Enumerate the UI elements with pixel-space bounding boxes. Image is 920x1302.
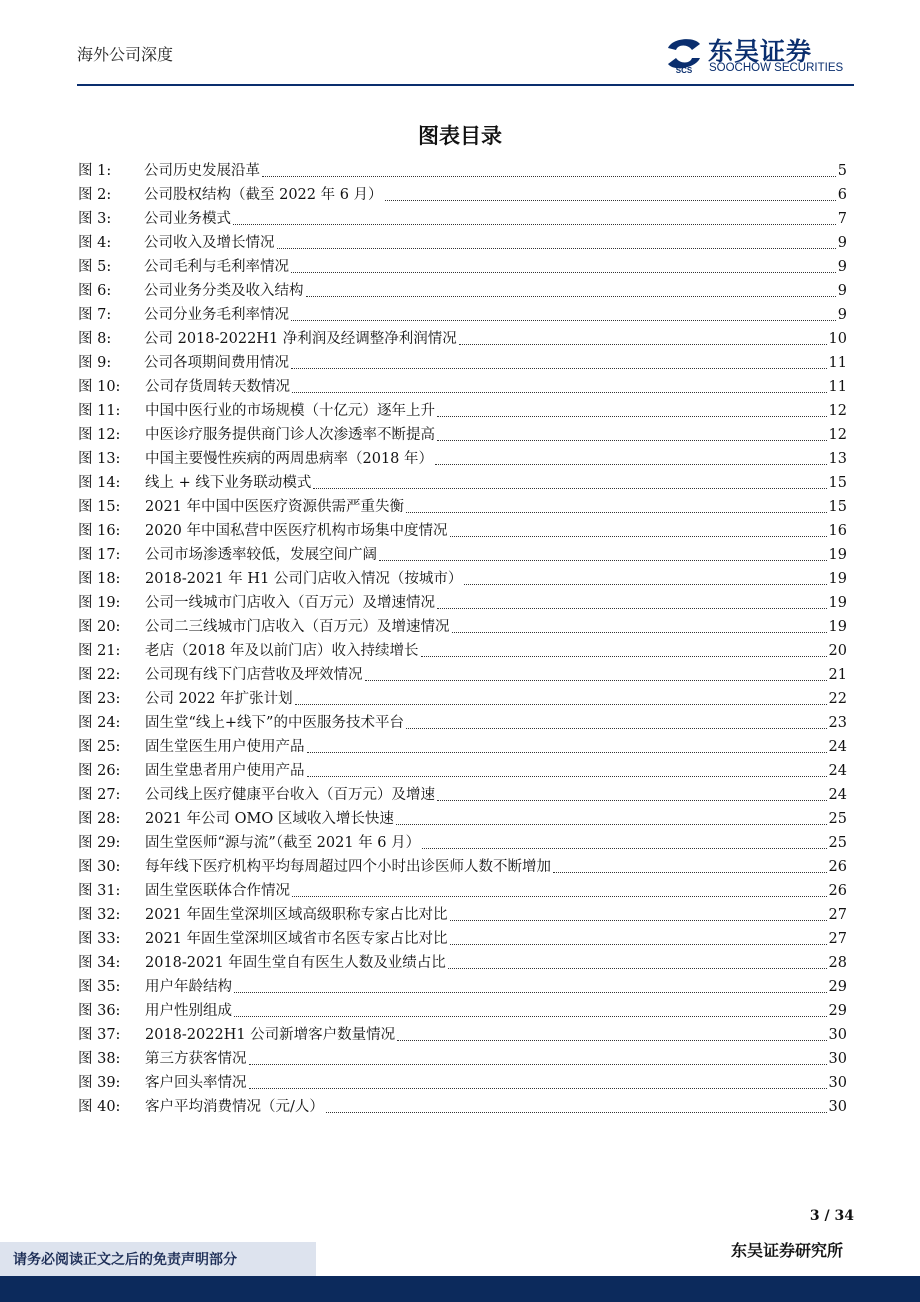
toc-dot-leader bbox=[437, 399, 827, 417]
toc-entry-title[interactable]: 公司线上医疗健康平台收入（百万元）及增速 bbox=[145, 787, 435, 803]
toc-dot-leader bbox=[396, 807, 827, 825]
toc-entry-title[interactable]: 公司现有线下门店营收及坪效情况 bbox=[145, 667, 363, 683]
toc-dot-leader bbox=[459, 327, 827, 345]
toc-entry[interactable] bbox=[78, 783, 847, 807]
toc-entry-number: 图 34: bbox=[78, 955, 121, 971]
toc-entry[interactable] bbox=[78, 255, 847, 279]
toc-dot-leader bbox=[448, 951, 827, 969]
toc-entry-number: 图 39: bbox=[78, 1075, 121, 1091]
toc-entry-title[interactable]: 公司 2018-2022H1 净利润及经调整净利润情况 bbox=[144, 331, 457, 347]
toc-dot-leader bbox=[397, 1023, 826, 1041]
toc-entry-title[interactable]: 用户性别组成 bbox=[145, 1003, 232, 1019]
toc-entry-page[interactable]: 15 bbox=[828, 475, 847, 491]
toc-entry-number: 图 33: bbox=[78, 931, 121, 947]
toc-entry-number: 图 4: bbox=[78, 235, 112, 251]
toc-dot-leader bbox=[553, 855, 827, 873]
toc-entry-number: 图 18: bbox=[78, 571, 121, 587]
toc-entry-title[interactable]: 固生堂医联体合作情况 bbox=[145, 883, 290, 899]
toc-entry-number: 图 13: bbox=[78, 451, 121, 467]
toc-entry-title[interactable]: 2020 年中国私营中医医疗机构市场集中度情况 bbox=[145, 523, 448, 539]
toc-entry-title[interactable]: 公司历史发展沿革 bbox=[144, 163, 260, 179]
toc-dot-leader bbox=[421, 639, 827, 657]
toc-entry-title[interactable]: 老店（2018 年及以前门店）收入持续增长 bbox=[145, 643, 419, 659]
toc-dot-leader bbox=[365, 663, 827, 681]
toc-entry[interactable] bbox=[78, 423, 847, 447]
toc-entry-number: 图 14: bbox=[78, 475, 121, 491]
toc-entry-title[interactable]: 2018-2022H1 公司新增客户数量情况 bbox=[145, 1027, 396, 1043]
page-number: 3 / 34 bbox=[809, 1208, 854, 1224]
toc-entry-title[interactable]: 客户回头率情况 bbox=[145, 1075, 247, 1091]
toc-dot-leader bbox=[406, 711, 827, 729]
toc-dot-leader bbox=[313, 471, 826, 489]
toc-entry[interactable] bbox=[78, 975, 847, 999]
toc-entry[interactable] bbox=[78, 903, 847, 927]
toc-entry[interactable] bbox=[78, 399, 847, 423]
toc-entry-page[interactable]: 19 bbox=[828, 619, 847, 635]
toc-entry-title[interactable]: 中国中医行业的市场规模（十亿元）逐年上升 bbox=[145, 403, 435, 419]
toc-entry[interactable] bbox=[78, 831, 847, 855]
toc-dot-leader bbox=[385, 183, 836, 201]
toc-dot-leader bbox=[450, 903, 827, 921]
toc-entry-page[interactable]: 9 bbox=[837, 259, 847, 275]
toc-dot-leader bbox=[437, 783, 827, 801]
toc-entry-page[interactable]: 19 bbox=[828, 571, 847, 587]
toc-entry-title[interactable]: 公司 2022 年扩张计划 bbox=[145, 691, 293, 707]
toc-entry-title[interactable]: 公司各项期间费用情况 bbox=[144, 355, 289, 371]
toc-entry[interactable] bbox=[78, 591, 847, 615]
toc-entry-number: 图 17: bbox=[78, 547, 121, 563]
toc-entry-title[interactable]: 固生堂医生用户使用产品 bbox=[145, 739, 305, 755]
toc-entry-number: 图 12: bbox=[78, 427, 121, 443]
toc-entry[interactable] bbox=[78, 855, 847, 879]
toc-entry-number: 图 26: bbox=[78, 763, 121, 779]
toc-entry-title[interactable]: 公司业务分类及收入结构 bbox=[144, 283, 304, 299]
toc-entry-page[interactable]: 5 bbox=[837, 163, 847, 179]
toc-entry-page[interactable]: 20 bbox=[828, 643, 847, 659]
toc-entry-number: 图 9: bbox=[78, 355, 112, 371]
toc-dot-leader bbox=[450, 927, 827, 945]
toc-entry-title[interactable]: 公司毛利与毛利率情况 bbox=[144, 259, 289, 275]
toc-entry-page[interactable]: 26 bbox=[828, 883, 847, 899]
toc-entry-number: 图 24: bbox=[78, 715, 121, 731]
toc-entry-number: 图 2: bbox=[78, 187, 112, 203]
toc-entry-number: 图 22: bbox=[78, 667, 121, 683]
toc-entry[interactable] bbox=[78, 543, 847, 567]
toc-entry[interactable] bbox=[78, 711, 847, 735]
toc-entry[interactable] bbox=[78, 1023, 847, 1047]
toc-entry-number: 图 5: bbox=[78, 259, 112, 275]
toc-entry[interactable] bbox=[78, 303, 847, 327]
toc-entry-number: 图 27: bbox=[78, 787, 121, 803]
toc-entry-title[interactable]: 2018-2021 年 H1 公司门店收入情况（按城市） bbox=[145, 571, 463, 587]
toc-entry-page[interactable]: 11 bbox=[828, 355, 847, 371]
toc-entry[interactable] bbox=[78, 1047, 847, 1071]
toc-entry[interactable] bbox=[78, 663, 847, 687]
toc-entry[interactable] bbox=[78, 879, 847, 903]
toc-entry-title[interactable]: 2021 年固生堂深圳区域省市名医专家占比对比 bbox=[145, 931, 448, 947]
toc-entry-page[interactable]: 6 bbox=[837, 187, 847, 203]
toc-entry-title[interactable]: 中国主要慢性疾病的两周患病率（2018 年） bbox=[145, 451, 434, 467]
toc-dot-leader bbox=[422, 831, 826, 849]
toc-entry[interactable] bbox=[78, 687, 847, 711]
toc-entry-title[interactable]: 公司业务模式 bbox=[144, 211, 231, 227]
toc-entry-page[interactable]: 9 bbox=[837, 283, 847, 299]
footer-bar bbox=[0, 1276, 920, 1302]
toc-entry-number: 图 11: bbox=[78, 403, 121, 419]
toc-entry-title[interactable]: 公司市场渗透率较低，发展空间广阔 bbox=[145, 547, 377, 563]
toc-dot-leader bbox=[307, 759, 827, 777]
toc-dot-leader bbox=[233, 207, 836, 225]
toc-entry[interactable] bbox=[78, 447, 847, 471]
toc-entry-page[interactable]: 10 bbox=[828, 331, 847, 347]
toc-entry-page[interactable]: 30 bbox=[828, 1051, 847, 1067]
toc-entry-page[interactable]: 13 bbox=[828, 451, 847, 467]
toc-entry[interactable] bbox=[78, 159, 847, 183]
toc-entry[interactable] bbox=[78, 207, 847, 231]
toc-entry[interactable] bbox=[78, 639, 847, 663]
toc-entry-page[interactable]: 19 bbox=[828, 547, 847, 563]
toc-entry-number: 图 23: bbox=[78, 691, 121, 707]
toc-entry-page[interactable]: 9 bbox=[837, 307, 847, 323]
toc-entry-title[interactable]: 用户年龄结构 bbox=[145, 979, 232, 995]
toc-entry[interactable] bbox=[78, 471, 847, 495]
toc-entry-page[interactable]: 25 bbox=[828, 835, 847, 851]
toc-dot-leader bbox=[291, 303, 836, 321]
toc-entry-page[interactable]: 9 bbox=[837, 235, 847, 251]
toc-entry[interactable] bbox=[78, 567, 847, 591]
toc-dot-leader bbox=[292, 375, 827, 393]
toc-entry-title[interactable]: 第三方获客情况 bbox=[145, 1051, 247, 1067]
toc-entry-number: 图 32: bbox=[78, 907, 121, 923]
toc-entry[interactable] bbox=[78, 279, 847, 303]
toc-entry-number: 图 25: bbox=[78, 739, 121, 755]
toc-entry-page[interactable]: 27 bbox=[828, 907, 847, 923]
toc-entry-page[interactable]: 12 bbox=[828, 427, 847, 443]
toc-dot-leader bbox=[295, 687, 827, 705]
toc-dot-leader bbox=[306, 279, 836, 297]
toc-entry-number: 图 40: bbox=[78, 1099, 121, 1115]
toc-dot-leader bbox=[464, 567, 826, 585]
toc-entry-page[interactable]: 29 bbox=[828, 1003, 847, 1019]
toc-entry-number: 图 20: bbox=[78, 619, 121, 635]
toc-dot-leader bbox=[291, 351, 827, 369]
toc-entry-number: 图 37: bbox=[78, 1027, 121, 1043]
toc-entry[interactable] bbox=[78, 519, 847, 543]
toc-entry-number: 图 8: bbox=[78, 331, 112, 347]
toc-entry-page[interactable]: 26 bbox=[828, 859, 847, 875]
toc-entry-page[interactable]: 30 bbox=[828, 1075, 847, 1091]
toc-entry-page[interactable]: 11 bbox=[828, 379, 847, 395]
toc-entry[interactable] bbox=[78, 327, 847, 351]
toc-dot-leader bbox=[249, 1047, 827, 1065]
toc-entry-page[interactable]: 23 bbox=[828, 715, 847, 731]
toc-entry[interactable] bbox=[78, 231, 847, 255]
toc-entry-page[interactable]: 24 bbox=[828, 763, 847, 779]
toc-entry-page[interactable]: 21 bbox=[828, 667, 847, 683]
toc-entry-page[interactable]: 12 bbox=[828, 403, 847, 419]
company-logo bbox=[664, 34, 864, 78]
toc-entry-number: 图 36: bbox=[78, 1003, 121, 1019]
toc-entry-title[interactable]: 客户平均消费情况（元/人） bbox=[145, 1099, 324, 1115]
toc-dot-leader bbox=[234, 975, 827, 993]
toc-entry-title[interactable]: 公司一线城市门店收入（百万元）及增速情况 bbox=[145, 595, 435, 611]
toc-dot-leader bbox=[234, 999, 827, 1017]
table-of-figures bbox=[78, 159, 847, 1119]
toc-entry-title[interactable]: 中医诊疗服务提供商门诊人次渗透率不断提高 bbox=[145, 427, 435, 443]
toc-entry-page[interactable]: 30 bbox=[828, 1099, 847, 1115]
toc-entry-number: 图 21: bbox=[78, 643, 121, 659]
toc-dot-leader bbox=[435, 447, 827, 465]
toc-dot-leader bbox=[437, 591, 827, 609]
toc-entry-number: 图 16: bbox=[78, 523, 121, 539]
toc-dot-leader bbox=[326, 1095, 827, 1113]
toc-dot-leader bbox=[262, 159, 836, 177]
toc-entry-title[interactable]: 2018-2021 年固生堂自有医生人数及业绩占比 bbox=[145, 955, 446, 971]
toc-entry-number: 图 35: bbox=[78, 979, 121, 995]
toc-entry-title[interactable]: 公司存货周转天数情况 bbox=[145, 379, 290, 395]
toc-entry-title[interactable]: 公司分业务毛利率情况 bbox=[144, 307, 289, 323]
toc-dot-leader bbox=[277, 231, 836, 249]
header-rule bbox=[77, 84, 854, 86]
toc-entry-title[interactable]: 2021 年公司 OMO 区域收入增长快速 bbox=[145, 811, 394, 827]
toc-entry[interactable] bbox=[78, 735, 847, 759]
toc-entry-page[interactable]: 25 bbox=[828, 811, 847, 827]
toc-entry-number: 图 6: bbox=[78, 283, 112, 299]
footer-institute: 东吴证券研究所 bbox=[730, 1241, 843, 1260]
toc-entry-page[interactable]: 16 bbox=[828, 523, 847, 539]
toc-entry-number: 图 10: bbox=[78, 379, 121, 395]
toc-entry-number: 图 1: bbox=[78, 163, 112, 179]
toc-entry-number: 图 38: bbox=[78, 1051, 121, 1067]
toc-entry[interactable] bbox=[78, 807, 847, 831]
toc-entry-title[interactable]: 公司收入及增长情况 bbox=[144, 235, 275, 251]
toc-dot-leader bbox=[291, 255, 836, 273]
toc-entry-number: 图 30: bbox=[78, 859, 121, 875]
toc-entry[interactable] bbox=[78, 495, 847, 519]
toc-entry-number: 图 15: bbox=[78, 499, 121, 515]
svg-text:SCS: SCS bbox=[675, 66, 693, 74]
toc-entry-number: 图 3: bbox=[78, 211, 112, 227]
soochow-logo-icon bbox=[664, 36, 704, 74]
toc-dot-leader bbox=[406, 495, 827, 513]
toc-entry-title[interactable]: 2021 年中国中医医疗资源供需严重失衡 bbox=[145, 499, 405, 515]
toc-entry-number: 图 29: bbox=[78, 835, 121, 851]
toc-entry-page[interactable]: 15 bbox=[828, 499, 847, 515]
toc-entry-number: 图 19: bbox=[78, 595, 121, 611]
toc-entry-page[interactable]: 24 bbox=[828, 787, 847, 803]
toc-entry[interactable] bbox=[78, 951, 847, 975]
toc-entry-page[interactable]: 27 bbox=[828, 931, 847, 947]
toc-entry-number: 图 7: bbox=[78, 307, 112, 323]
toc-dot-leader bbox=[452, 615, 827, 633]
toc-entry-title[interactable]: 固生堂医师“源与流”（截至 2021 年 6 月） bbox=[145, 835, 421, 851]
toc-dot-leader bbox=[249, 1071, 827, 1089]
toc-entry-title[interactable]: 2021 年固生堂深圳区域高级职称专家占比对比 bbox=[145, 907, 448, 923]
toc-entry-page[interactable]: 24 bbox=[828, 739, 847, 755]
toc-dot-leader bbox=[379, 543, 827, 561]
toc-entry-title[interactable]: 公司股权结构（截至 2022 年 6 月） bbox=[144, 187, 383, 203]
footer-disclaimer: 请务必阅读正文之后的免责声明部分 bbox=[13, 1252, 237, 1268]
logo-english-name: SOOCHOW SECURITIES bbox=[709, 62, 844, 74]
toc-entry-number: 图 28: bbox=[78, 811, 121, 827]
footer-disclaimer-band bbox=[0, 1242, 316, 1276]
toc-entry-title[interactable]: 每年线下医疗机构平均每周超过四个小时出诊医师人数不断增加 bbox=[145, 859, 551, 875]
toc-dot-leader bbox=[450, 519, 827, 537]
page-title: 图表目录 bbox=[418, 123, 502, 148]
toc-entry[interactable] bbox=[78, 183, 847, 207]
toc-entry-title[interactable]: 线上 + 线下业务联动模式 bbox=[145, 475, 312, 491]
toc-entry-number: 图 31: bbox=[78, 883, 121, 899]
toc-entry[interactable] bbox=[78, 1095, 847, 1119]
toc-entry[interactable] bbox=[78, 927, 847, 951]
toc-entry-title[interactable]: 公司二三线城市门店收入（百万元）及增速情况 bbox=[145, 619, 450, 635]
logo-chinese-name: 东吴证券 bbox=[708, 37, 813, 66]
toc-entry-page[interactable]: 28 bbox=[828, 955, 847, 971]
toc-entry-title[interactable]: 固生堂患者用户使用产品 bbox=[145, 763, 305, 779]
toc-dot-leader bbox=[437, 423, 827, 441]
toc-entry-page[interactable]: 19 bbox=[828, 595, 847, 611]
toc-entry[interactable] bbox=[78, 999, 847, 1023]
toc-entry-page[interactable]: 22 bbox=[828, 691, 847, 707]
toc-entry[interactable] bbox=[78, 375, 847, 399]
toc-entry[interactable] bbox=[78, 615, 847, 639]
toc-entry-page[interactable]: 30 bbox=[828, 1027, 847, 1043]
toc-entry-title[interactable]: 固生堂“线上+线下”的中医服务技术平台 bbox=[145, 715, 404, 731]
toc-entry[interactable] bbox=[78, 351, 847, 375]
toc-entry[interactable] bbox=[78, 1071, 847, 1095]
toc-entry-page[interactable]: 7 bbox=[837, 211, 847, 227]
header-section-label: 海外公司深度 bbox=[77, 45, 174, 64]
toc-entry-page[interactable]: 29 bbox=[828, 979, 847, 995]
toc-dot-leader bbox=[307, 735, 827, 753]
toc-dot-leader bbox=[292, 879, 827, 897]
toc-entry[interactable] bbox=[78, 759, 847, 783]
